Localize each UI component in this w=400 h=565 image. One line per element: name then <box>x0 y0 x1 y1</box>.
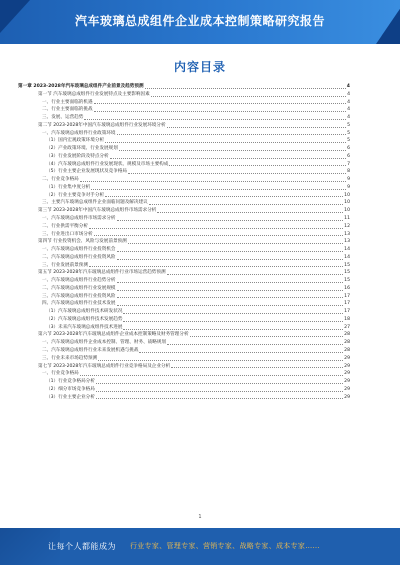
toc-leader-dots <box>91 188 346 190</box>
toc-entry-text: 三、行业发展前景预测 <box>42 262 88 268</box>
toc-entry-text: （4）汽车玻璃总成组件行业发展现状、规模及市场主要构成 <box>46 161 169 167</box>
toc-entry-text: 第一节 汽车玻璃总成组件行业发展特点及主要影响因素 <box>38 91 150 97</box>
toc-entry-page: 11 <box>344 216 350 221</box>
toc-entry-text: 一、行业主要面临的机遇 <box>42 99 93 105</box>
toc-entry[interactable] <box>18 153 350 161</box>
toc-leader-dots <box>94 110 347 112</box>
toc-entry-page: 13 <box>344 231 350 237</box>
toc-leader-dots <box>89 265 343 267</box>
toc-entry-text: 一、汽车玻璃总成组件行业趋势分析 <box>42 278 116 284</box>
toc-entry-page: 28 <box>344 340 350 346</box>
toc-leader-dots <box>123 312 343 314</box>
toc-entry-text: （2）细分市场竞争格局 <box>46 386 95 392</box>
page-number: 1 <box>198 514 202 520</box>
toc-entry[interactable] <box>18 199 350 207</box>
toc-entry-text: 第二节 2023-2028年中国汽车玻璃总成组件行业发展环境分析 <box>38 122 166 128</box>
toc-entry-text: （3）未来汽车玻璃总成组件技术进展 <box>46 324 123 330</box>
toc-entry-text: 三、行业进出口市场分析 <box>42 231 93 237</box>
toc-leader-dots <box>171 366 343 368</box>
report-header <box>0 0 400 44</box>
toc-leader-dots <box>117 289 344 291</box>
toc-entry-text: 二、汽车玻璃总成组件行业发展规模 <box>42 285 116 291</box>
toc-leader-dots <box>117 219 344 221</box>
toc-entry-page: 15 <box>344 278 350 284</box>
toc-entry[interactable] <box>18 394 350 402</box>
toc-entry-page: 17 <box>344 309 350 315</box>
toc-leader-dots <box>117 133 347 135</box>
toc-entry-page: 10 <box>344 200 350 206</box>
toc-entry[interactable] <box>18 262 350 270</box>
toc-leader-dots <box>145 87 346 89</box>
toc-leader-dots <box>105 195 343 197</box>
toc-entry-text: 第一章 2023-2028年汽车玻璃总成组件产业前景及趋势预测 <box>18 83 144 89</box>
toc-entry-page: 5 <box>347 122 350 128</box>
toc-entry-text: 二、汽车玻璃总成组件行业投资风险 <box>42 254 116 260</box>
toc-entry[interactable] <box>18 370 350 378</box>
toc-entry-page: 15 <box>344 270 350 276</box>
toc-entry-text: 三、主要汽车玻璃总成组件企业面临问题及解决建议 <box>42 200 148 206</box>
toc-leader-dots <box>117 250 344 252</box>
toc-entry[interactable] <box>18 300 350 308</box>
toc-entry-page: 15 <box>344 262 350 268</box>
toc-leader-dots <box>169 164 346 166</box>
toc-entry[interactable] <box>18 363 350 371</box>
toc-entry[interactable] <box>18 254 350 262</box>
toc-entry[interactable] <box>18 378 350 386</box>
toc-entry-page: 4 <box>347 115 350 121</box>
toc-leader-dots <box>117 304 344 306</box>
toc-entry[interactable] <box>18 114 350 122</box>
toc-entry-text: （1）行业竞争格局分析 <box>46 379 95 385</box>
toc-entry-text: 三、汽车玻璃总成组件行业投资风险 <box>42 293 116 299</box>
toc-entry-text: （5）行业主要企业发展现状及竞争格局 <box>46 169 128 175</box>
toc-entry-page: 28 <box>344 332 350 338</box>
toc-leader-dots <box>94 102 347 104</box>
toc-leader-dots <box>119 149 346 151</box>
toc-entry-page: 29 <box>344 379 350 385</box>
toc-entry-text: （3）行业发展阶段及特点分析 <box>46 153 109 159</box>
toc-entry-text: 第四节 行业投资机会、风险与发展前景预测 <box>38 239 127 245</box>
toc-entry-page: 4 <box>347 91 350 97</box>
toc-leader-dots <box>167 343 343 345</box>
toc-entry-text: 第五节 2023-2028年汽车玻璃总成组件行业市场运营趋势预测 <box>38 270 166 276</box>
toc-entry-text: 二、行业竞争格局 <box>42 177 79 183</box>
toc-leader-dots <box>98 359 343 361</box>
toc-entry-page: 17 <box>344 293 350 299</box>
toc-leader-dots <box>96 397 343 399</box>
toc-entry-page: 4 <box>346 83 350 89</box>
toc-entry-page: 29 <box>344 386 350 392</box>
toc-entry[interactable] <box>18 184 350 192</box>
toc-leader-dots <box>80 374 343 376</box>
toc-leader-dots <box>167 273 344 275</box>
toc-entry-page: 29 <box>344 355 350 361</box>
toc-leader-dots <box>96 390 343 392</box>
toc-entry-page: 28 <box>344 348 350 354</box>
toc-entry[interactable] <box>18 207 350 215</box>
toc-entry[interactable] <box>18 137 350 145</box>
toc-leader-dots <box>151 95 346 97</box>
toc-entry-page: 29 <box>344 363 350 369</box>
toc-entry-text: 一、汽车玻璃总成组件行业投资机会 <box>42 247 116 253</box>
toc-entry-text: 一、汽车玻璃总成组件行业政策环境 <box>42 130 116 136</box>
toc-entry[interactable] <box>18 145 350 153</box>
toc-leader-dots <box>157 211 343 213</box>
toc-entry-page: 4 <box>347 99 350 105</box>
toc-entry[interactable] <box>18 176 350 184</box>
toc-entry-text: 一、汽车玻璃总成组件市场需求分析 <box>42 216 116 221</box>
toc-entry[interactable] <box>18 192 350 200</box>
toc-entry[interactable] <box>18 130 350 138</box>
toc-leader-dots <box>89 227 343 229</box>
toc-heading: 内容目录 <box>173 60 226 74</box>
footer-slogan: 让每个人都能成为 <box>48 542 116 551</box>
toc-entry-page: 18 <box>344 316 350 322</box>
toc-entry-text: （2）产业政策环境、行业发展规划 <box>46 146 118 152</box>
toc-entry[interactable] <box>18 238 350 246</box>
toc-entry-page: 10 <box>344 192 350 198</box>
toc-entry-page: 9 <box>347 184 350 190</box>
toc-entry[interactable] <box>18 269 350 277</box>
toc-entry-text: 一、汽车玻璃总成组件企业成本控制、管理、财务、战略规划 <box>42 340 167 346</box>
report-title: 汽车玻璃总成组件企业成本控制策略研究报告 <box>74 14 325 28</box>
toc-entry-page: 8 <box>347 169 350 175</box>
toc-entry-page: 13 <box>344 239 350 245</box>
toc-leader-dots <box>110 157 346 159</box>
toc-entry[interactable] <box>18 161 350 169</box>
footer-tagline: 行业专家、管理专家、营销专家、战略专家、成本专家…… <box>130 542 320 550</box>
toc-entry-text: 三、发展、运营趋势 <box>42 115 84 121</box>
toc-entry[interactable] <box>18 215 350 223</box>
toc-entry-page: 17 <box>344 301 350 307</box>
toc-entry-page: 6 <box>347 153 350 159</box>
toc-entry-text: 第七节 2023-2028年汽车玻璃总成组件行业竞争格局及企业分析 <box>38 363 171 369</box>
toc-leader-dots <box>84 118 346 120</box>
toc-entry[interactable] <box>18 106 350 114</box>
toc-leader-dots <box>139 351 343 353</box>
toc-leader-dots <box>117 281 344 283</box>
toc-entry[interactable] <box>18 339 350 347</box>
toc-entry-text: 四、汽车玻璃总成组件行业技术发展 <box>42 301 116 307</box>
toc-entry-text: （3）行业主要企业分析 <box>46 394 95 400</box>
toc-entry[interactable] <box>18 386 350 394</box>
toc-leader-dots <box>190 335 344 337</box>
toc-entry-text: （1）行业集中度分析 <box>46 184 91 190</box>
toc-entry-page: 9 <box>347 177 350 183</box>
toc-entry-page: 14 <box>344 247 350 253</box>
toc-leader-dots <box>123 328 343 330</box>
toc-entry[interactable] <box>18 324 350 332</box>
toc-entry-text: （2）汽车玻璃总成组件技术发展趋势 <box>46 316 123 322</box>
toc-entry-page: 27 <box>344 324 350 330</box>
toc-leader-dots <box>80 180 346 182</box>
toc-entry[interactable] <box>18 332 350 340</box>
toc-entry-page: 29 <box>344 371 350 377</box>
toc-entry-page: 5 <box>347 130 350 136</box>
toc-entry-text: 一、行业竞争格局 <box>42 371 79 377</box>
toc-entry[interactable] <box>18 277 350 285</box>
toc-entry[interactable] <box>18 223 350 231</box>
toc-entry-text: 三、行业未来市场趋势预测 <box>42 355 98 361</box>
toc-entry-page: 4 <box>347 107 350 113</box>
toc-leader-dots <box>105 141 346 143</box>
toc-leader-dots <box>117 296 344 298</box>
toc-entry-page: 10 <box>344 208 350 214</box>
toc-leader-dots <box>128 242 343 244</box>
toc-entry-page: 5 <box>347 138 350 144</box>
toc-entry-text: 第三节 2023-2028年中国汽车玻璃总成组件市场需求分析 <box>38 208 157 214</box>
toc-entry[interactable] <box>18 355 350 363</box>
toc-entry[interactable] <box>18 347 350 355</box>
table-of-contents <box>18 83 350 401</box>
toc-leader-dots <box>117 258 344 260</box>
toc-entry-text: 二、行业供需平衡分析 <box>42 223 88 229</box>
toc-leader-dots <box>94 234 344 236</box>
toc-entry-text: （1）国内宏观政策环境分析 <box>46 138 105 144</box>
toc-entry[interactable] <box>18 316 350 324</box>
toc-leader-dots <box>96 382 343 384</box>
toc-entry[interactable] <box>18 231 350 239</box>
toc-entry[interactable] <box>18 246 350 254</box>
toc-entry-page: 7 <box>347 161 350 167</box>
toc-entry-page: 29 <box>344 394 350 400</box>
toc-leader-dots <box>149 203 343 205</box>
toc-entry[interactable] <box>18 293 350 301</box>
toc-entry[interactable] <box>18 285 350 293</box>
toc-entry-text: 第六节 2023-2028年汽车玻璃总成组件企业成本控制策略及财务管理分析 <box>38 332 189 338</box>
toc-entry-text: （1）汽车玻璃总成组件技术研发状况 <box>46 309 123 315</box>
toc-leader-dots <box>123 320 343 322</box>
toc-leader-dots <box>128 172 346 174</box>
toc-entry-text: 二、汽车玻璃总成组件行业未来发展机遇与挑战 <box>42 348 139 354</box>
toc-entry-page: 16 <box>344 285 350 291</box>
toc-entry-text: 二、行业主要面临的挑战 <box>42 107 93 113</box>
toc-entry[interactable] <box>18 308 350 316</box>
toc-entry[interactable] <box>18 168 350 176</box>
toc-entry[interactable] <box>18 83 350 91</box>
toc-entry-page: 6 <box>347 146 350 152</box>
toc-entry[interactable] <box>18 99 350 107</box>
toc-leader-dots <box>167 126 346 128</box>
toc-entry-page: 14 <box>344 254 350 260</box>
toc-entry-text: （2）行业主要竞争对手分析 <box>46 192 105 198</box>
toc-entry-page: 12 <box>344 223 350 229</box>
toc-entry[interactable] <box>18 122 350 130</box>
footer-banner <box>0 528 400 565</box>
toc-entry[interactable] <box>18 91 350 99</box>
